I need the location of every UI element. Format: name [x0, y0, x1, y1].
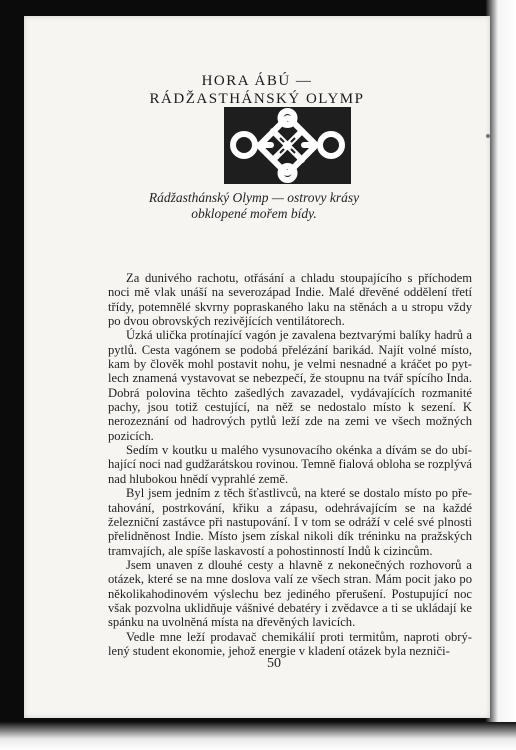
chapter-subtitle-line-2: obklopené mořem bídy. — [191, 206, 317, 221]
body-text — [108, 271, 472, 658]
scan-speck — [486, 134, 490, 138]
paragraph: Za dunivého rachotu, otřásání a chladu stoupajícího s příchodem noci mě vlak unáší na severozápad Indie. Malé dřevěné oddělení třetí třídy, potemnělé skvrny popraskaného laku na stěnách a u stropu vždy po dvou obrovských rezivějících ventilátorech. — [108, 271, 472, 329]
chapter-subtitle-line-1: Rádžasthánský Olymp — ostrovy krásy — [148, 190, 360, 205]
paragraph: Sedím v koutku u malého vysunovacího okénka a dívám se do ubíhající noci nad gudžarátskou rovinou. Temně fialová obloha se rozplývá nad hlubokou hnědí vyprahlé země. — [108, 443, 472, 486]
page-number: 50 — [267, 656, 281, 671]
paragraph: Jsem unaven z dlouhé cesty a hlavně z nekonečných rozhovorů a otázek, které se na mne doslova valí ze všech stran. Mám pocit jako po několikahodinovém výslechu bez jediného přerušení. Postupující noc však pozvolna uklidňuje vášnivé debatéry i zvědavce a ti se ukládají ke spánku na uvolněná místa na dřevěných lavicích. — [108, 557, 472, 630]
chapter-subtitle — [0, 190, 514, 222]
endless-knot-icon — [224, 107, 351, 184]
scan-edge-right — [486, 0, 516, 750]
endless-knot-graphic — [224, 107, 351, 184]
paragraph: Vedle mne leží prodavač chemikálií proti termitům, naproti obrýlený student ekonomie, jehož energie v kladení otázek byla nezniči- — [108, 629, 472, 658]
paragraph: Byl jsem jedním z těch šťastlivců, na které se dostalo místo po přetahování, postrkování, křiku a zápasu, odehrávajícím se na každé železniční zastávce při nastupování. I v tom se odráží v celé své plnosti přelidněnost Indie. Místo jsem získal nikoli dík tréninku na pražských tramvajích, ale spíše laskavostí a pohostinností Indů k cizincům. — [108, 486, 472, 558]
scan-edge-bottom — [0, 722, 516, 750]
chapter-title-line-1: HORA ÁBÚ — — [201, 73, 313, 89]
chapter-title — [24, 72, 490, 108]
chapter-title-line-2: RÁDŽASTHÁNSKÝ OLYMP — [149, 91, 365, 107]
paragraph: Úzká ulička protínající vagón je zavalena beztvarými balíky hadrů a pytlů. Cesta vagónem se podobá přelézání barikád. Najít volné místo, kam by člověk mohl postavit nohu, je velmi nesnadné a kráčet po pytlech znamená vystavovat se nebezpečí, že stoupnu na tvář spícího Inda. Dobrá polovina těchto zašedlých zavazadel, vydávajících rozmanité pachy, jsou totiž cestující, na něž se nedostalo místo k sezení. K nerozeznání od hadrových pytlů leží zde na zemi ve všech možných pozicích. — [108, 328, 472, 443]
